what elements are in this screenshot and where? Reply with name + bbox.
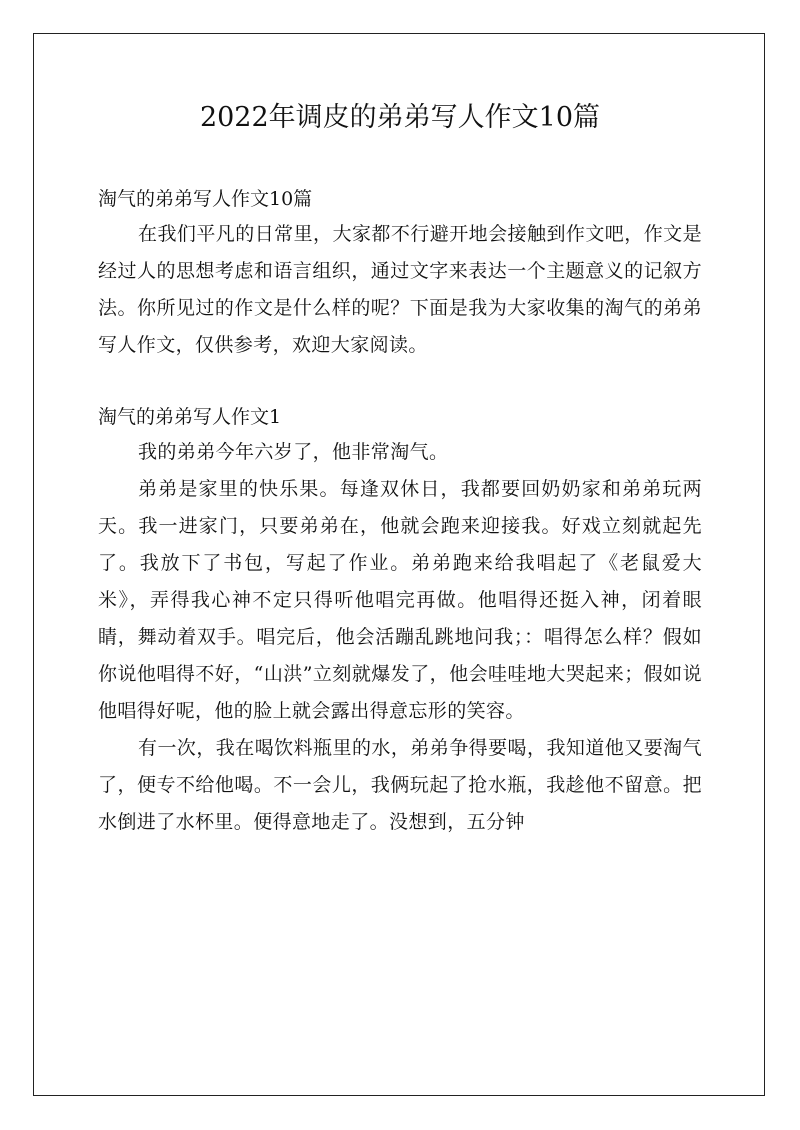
document-subtitle: 淘气的弟弟写人作文10篇: [98, 188, 313, 210]
section-spacer: [98, 364, 702, 400]
intro-paragraph: 在我们平凡的日常里，大家都不行避开地会接触到作文吧，作文是经过人的思想考虑和语言组织，通过文字来表达一个主题意义的记叙方法。你所见过的作文是什么样的呢？下面是我为大家收集的淘气的弟弟写人作文，仅供参考，欢迎大家阅读。: [98, 223, 702, 356]
body-paragraph-3: 有一次，我在喝饮料瓶里的水，弟弟争得要喝，我知道他又要淘气了，便专不给他喝。不一会儿，我俩玩起了抢水瓶，我趁他不留意。把水倒进了水杯里。便得意地走了。没想到，五分钟: [98, 737, 702, 833]
body-paragraph-2: 弟弟是家里的快乐果。每逢双休日，我都要回奶奶家和弟弟玩两天。我一进家门，只要弟弟在，他就会跑来迎接我。好戏立刻就起先了。我放下了书包，写起了作业。弟弟跑来给我唱起了《老鼠爱大米》，弄得我心神不定只得听他唱完再做。他唱得还挺入神，闭着眼睛，舞动着双手。唱完后，他会活蹦乱跳地问我；：唱得怎么样？假如你说他唱得不好，“山洪”立刻就爆发了，他会哇哇地大哭起来；假如说他唱得好呢，他的脸上就会露出得意忘形的笑容。: [98, 478, 702, 722]
body-paragraph-1: 我的弟弟今年六岁了，他非常淘气。: [138, 441, 449, 463]
section-heading: 淘气的弟弟写人作文1: [98, 406, 282, 428]
document-body: [98, 96, 702, 841]
document-title: 2022年调皮的弟弟写人作文10篇: [199, 102, 601, 133]
